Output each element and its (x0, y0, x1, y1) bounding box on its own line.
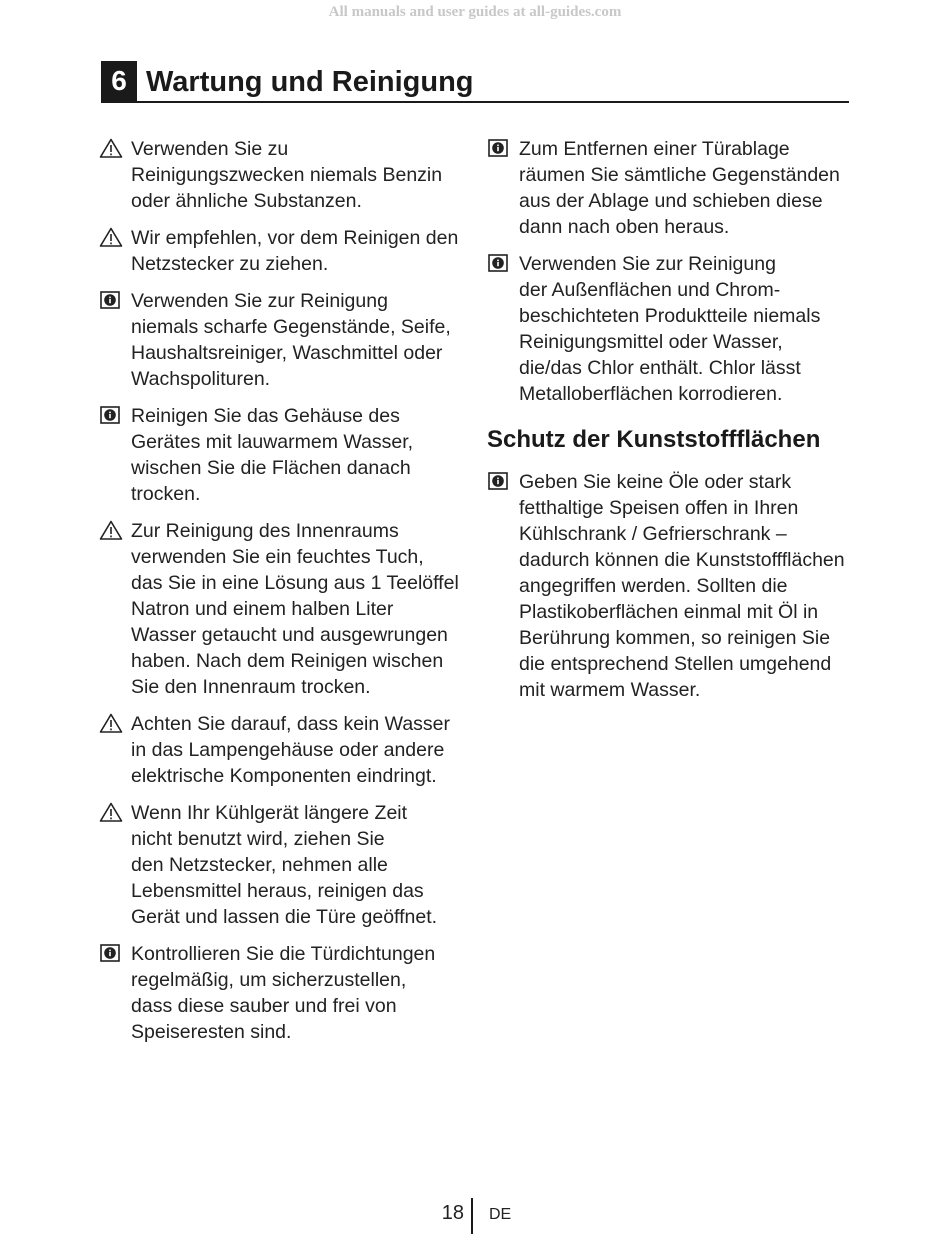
info-icon (487, 471, 511, 491)
list-item (99, 518, 471, 700)
list-item (487, 469, 859, 703)
list-item (99, 403, 471, 507)
info-icon (99, 290, 123, 310)
list-item (487, 136, 859, 240)
list-item (99, 941, 471, 1045)
chapter-header (101, 61, 849, 103)
right-column (487, 136, 859, 714)
list-item (99, 288, 471, 392)
list-item (487, 251, 859, 407)
left-column (99, 136, 471, 1056)
language-code: DE (489, 1206, 512, 1223)
footer-divider (471, 1198, 473, 1234)
chapter-number: 6 (101, 61, 137, 101)
item-text: Wenn Ihr Kühlgerät längere Zeit nicht benutzt wird, ziehen Sie den Netzstecker, nehmen alle Lebensmittel heraus, reinigen das Gerät und lassen die Türe geöffnet. (131, 802, 438, 928)
page-footer (0, 1198, 950, 1234)
item-text: Verwenden Sie zur Reinigung der Außenflächen und Chrom- beschichteten Produktteile niemals Reinigungsmittel oder Wasser, die/das Chlor enthält. Chlor lässt Metalloberflächen korrodieren. (519, 253, 821, 405)
list-item (99, 136, 471, 214)
info-icon (99, 405, 123, 425)
list-item (99, 711, 471, 789)
info-icon (487, 138, 511, 158)
item-text: Zur Reinigung des Innenraums verwenden Sie ein feuchtes Tuch, das Sie in eine Lösung aus 1 Teelöffel Natron und einem halben Liter Wasser getaucht und ausgewrungen haben. Nach dem Reinigen wischen Sie den Innenraum trocken. (131, 520, 459, 698)
info-icon (487, 253, 511, 273)
warning-icon (99, 713, 123, 733)
item-text: Zum Entfernen einer Türablage räumen Sie sämtliche Gegenständen aus der Ablage und schieben diese dann nach oben heraus. (519, 138, 840, 238)
item-text: Verwenden Sie zur Reinigung niemals scharfe Gegenstände, Seife, Haushaltsreiniger, Waschmittel oder Wachspolituren. (131, 290, 451, 390)
item-text: Wir empfehlen, vor dem Reinigen den Netzstecker zu ziehen. (131, 227, 459, 275)
info-icon (99, 943, 123, 963)
list-item (99, 800, 471, 930)
item-text: Kontrollieren Sie die Türdichtungen regelmäßig, um sicherzustellen, dass diese sauber und frei von Speiseresten sind. (131, 943, 436, 1043)
section-title: Schutz der Kunststoffflächen (487, 426, 821, 453)
item-text: Achten Sie darauf, dass kein Wasser in das Lampengehäuse oder andere elektrische Komponenten eindringt. (131, 713, 451, 787)
warning-icon (99, 227, 123, 247)
chapter-title: Wartung und Reinigung (146, 66, 474, 98)
warning-icon (99, 138, 123, 158)
warning-icon (99, 802, 123, 822)
item-text: Geben Sie keine Öle oder stark fetthaltige Speisen offen in Ihren Kühlschrank / Gefrierschrank – dadurch können die Kunststoffflächen angegriffen werden. Sollten die Plastikoberflächen einmal mit Öl in Berührung kommen, so reinigen Sie die entsprechend Stellen umgehend mit warmem Wasser. (519, 471, 845, 701)
warning-icon (99, 520, 123, 540)
watermark: All manuals and user guides at all-guides.com (328, 4, 622, 20)
list-item (99, 225, 471, 277)
page-number: 18 (441, 1202, 464, 1224)
item-text: Reinigen Sie das Gehäuse des Gerätes mit lauwarmem Wasser, wischen Sie die Flächen danach trocken. (131, 405, 414, 505)
item-text: Verwenden Sie zu Reinigungszwecken niemals Benzin oder ähnliche Substanzen. (131, 138, 443, 212)
